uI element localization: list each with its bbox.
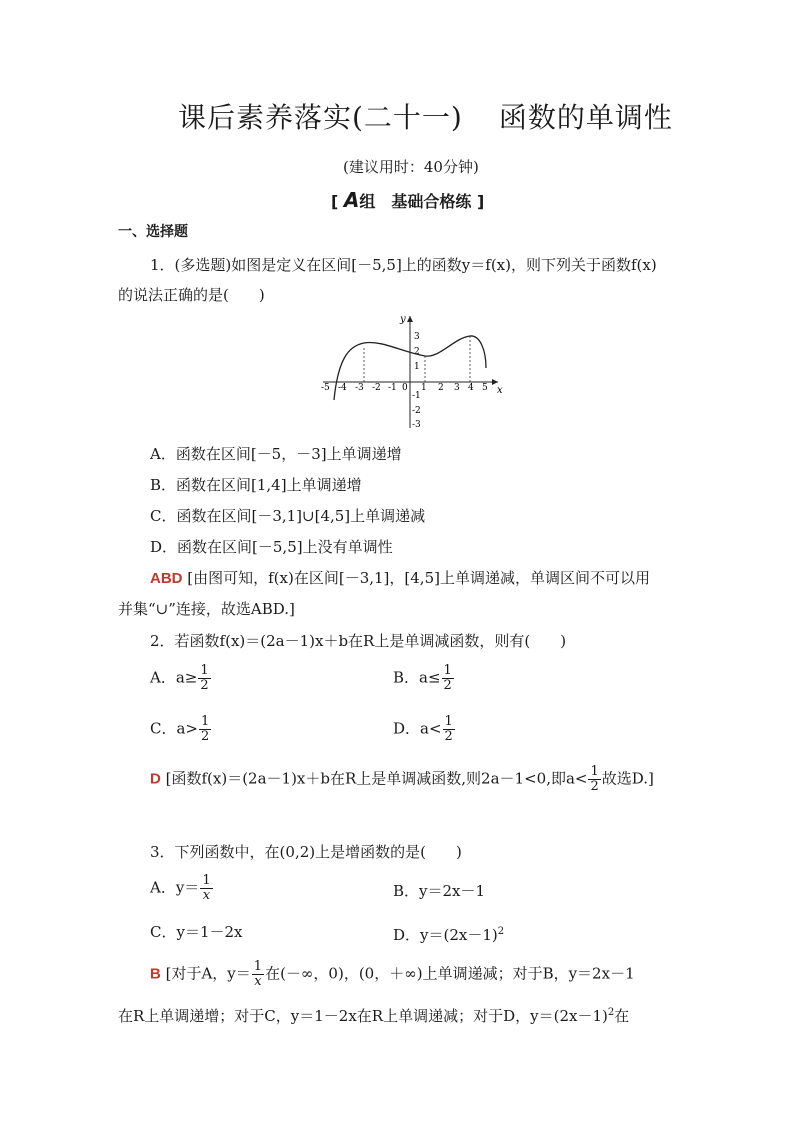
q1-option-a: A．函数在区间[－5，－3]上单调递增	[150, 445, 402, 463]
x-tick: 0	[402, 383, 408, 393]
y-tick: -2	[412, 406, 421, 416]
y-tick: 1	[414, 362, 420, 372]
x-tick: -1	[388, 383, 397, 393]
q2-answer: D	[150, 770, 161, 788]
fraction: $\frac{1}{x}$	[253, 959, 263, 989]
function-graph	[318, 310, 508, 435]
title-main: 课后素养落实(二十一)	[178, 101, 463, 134]
fraction: $\frac{1}{2}$	[443, 663, 452, 693]
group-label: 组 基础合格练	[359, 192, 472, 211]
q2-stem: 2．若函数f(x)＝(2a－1)x＋b在R上是单调减函数，则有( )	[150, 632, 567, 650]
q1-stem-line1: 1．(多选题)如图是定义在区间[－5,5]上的函数y＝f(x)，则下列关于函数f(x)	[150, 256, 657, 274]
x-axis-label: x	[497, 385, 503, 396]
q2-option-b: B．a≤ $\frac{1}{2}$	[393, 663, 452, 693]
x-tick: -2	[372, 383, 381, 393]
q2-answer-line: D [函数f(x)＝(2a－1)x＋b在R上是单调减函数,则2a－1<0,即a< $\frac{1}{2}$ 故选D.]	[150, 764, 654, 794]
x-tick: 5	[482, 383, 488, 393]
fraction: $\frac{1}{2}$	[200, 663, 209, 693]
y-tick: 3	[414, 332, 420, 342]
y-axis-label: y	[400, 314, 406, 325]
group-letter: A	[343, 188, 360, 212]
y-tick: -1	[412, 391, 421, 401]
q3-option-d: D．$y=(2x-1)^2$	[393, 926, 505, 944]
q2-option-c: C．a> $\frac{1}{2}$	[150, 714, 210, 744]
time-hint: (建议用时：40分钟)	[343, 158, 479, 176]
y-axis-arrow	[407, 316, 413, 322]
q1-answer-line1	[150, 568, 650, 589]
x-tick: 1	[421, 383, 427, 393]
fraction: $\frac{1}{x}$	[202, 873, 211, 903]
section-label: 一、选择题	[118, 224, 188, 240]
q3-option-c: C．y＝1－2x	[150, 923, 243, 941]
q3-explain-2: 在R上单调递增；对于C，y＝1－2x在R上单调递减；对于D，$y=(2x-1)^2$在	[118, 1007, 630, 1025]
q3-option-b: B．y＝2x－1	[393, 882, 486, 900]
q3-stem: 3．下列函数中，在(0,2)上是增函数的是( )	[150, 843, 462, 861]
fraction: $\frac{1}{2}$	[590, 764, 599, 794]
q1-explain-1: [由图可知，f(x)在区间[－3,1]，[4,5]上单调递减，单调区间不可以用	[187, 569, 650, 587]
q1-option-b: B．函数在区间[1,4]上单调递增	[150, 476, 362, 494]
x-tick: 4	[468, 383, 474, 393]
q2-option-a: A．a≥ $\frac{1}{2}$	[150, 663, 209, 693]
y-tick: -3	[412, 420, 421, 430]
q3-option-a: A．y＝ $\frac{1}{x}$	[150, 873, 211, 903]
q2-option-d: D．a< $\frac{1}{2}$	[393, 714, 453, 744]
page-title	[178, 96, 673, 136]
title-topic: 函数的单调性	[498, 101, 673, 134]
q1-option-c: C．函数在区间[－3,1]∪[4,5]上单调递减	[150, 507, 426, 525]
x-tick: -5	[321, 383, 330, 393]
y-tick: 2	[414, 347, 420, 357]
q3-answer: B	[150, 965, 161, 983]
x-tick: -3	[355, 383, 364, 393]
fraction: $\frac{1}{2}$	[444, 714, 453, 744]
x-tick: -4	[338, 383, 347, 393]
x-tick: 2	[438, 383, 444, 393]
fraction: $\frac{1}{2}$	[201, 714, 210, 744]
q3-answer-line: B [对于A，y＝ $\frac{1}{x}$ 在(－∞，0)，(0，＋∞)上单调递减；对于B，y＝2x－1	[150, 959, 635, 989]
q1-stem-line2: 的说法正确的是( )	[118, 286, 265, 304]
q1-option-d: D．函数在区间[－5,5]上没有单调性	[150, 538, 393, 556]
x-tick: 3	[454, 383, 460, 393]
q1-explain-2: 并集“∪”连接，故选ABD.]	[118, 600, 295, 618]
q1-answer: ABD	[150, 570, 183, 587]
group-heading: [ A组 基础合格练 ]	[331, 188, 485, 212]
